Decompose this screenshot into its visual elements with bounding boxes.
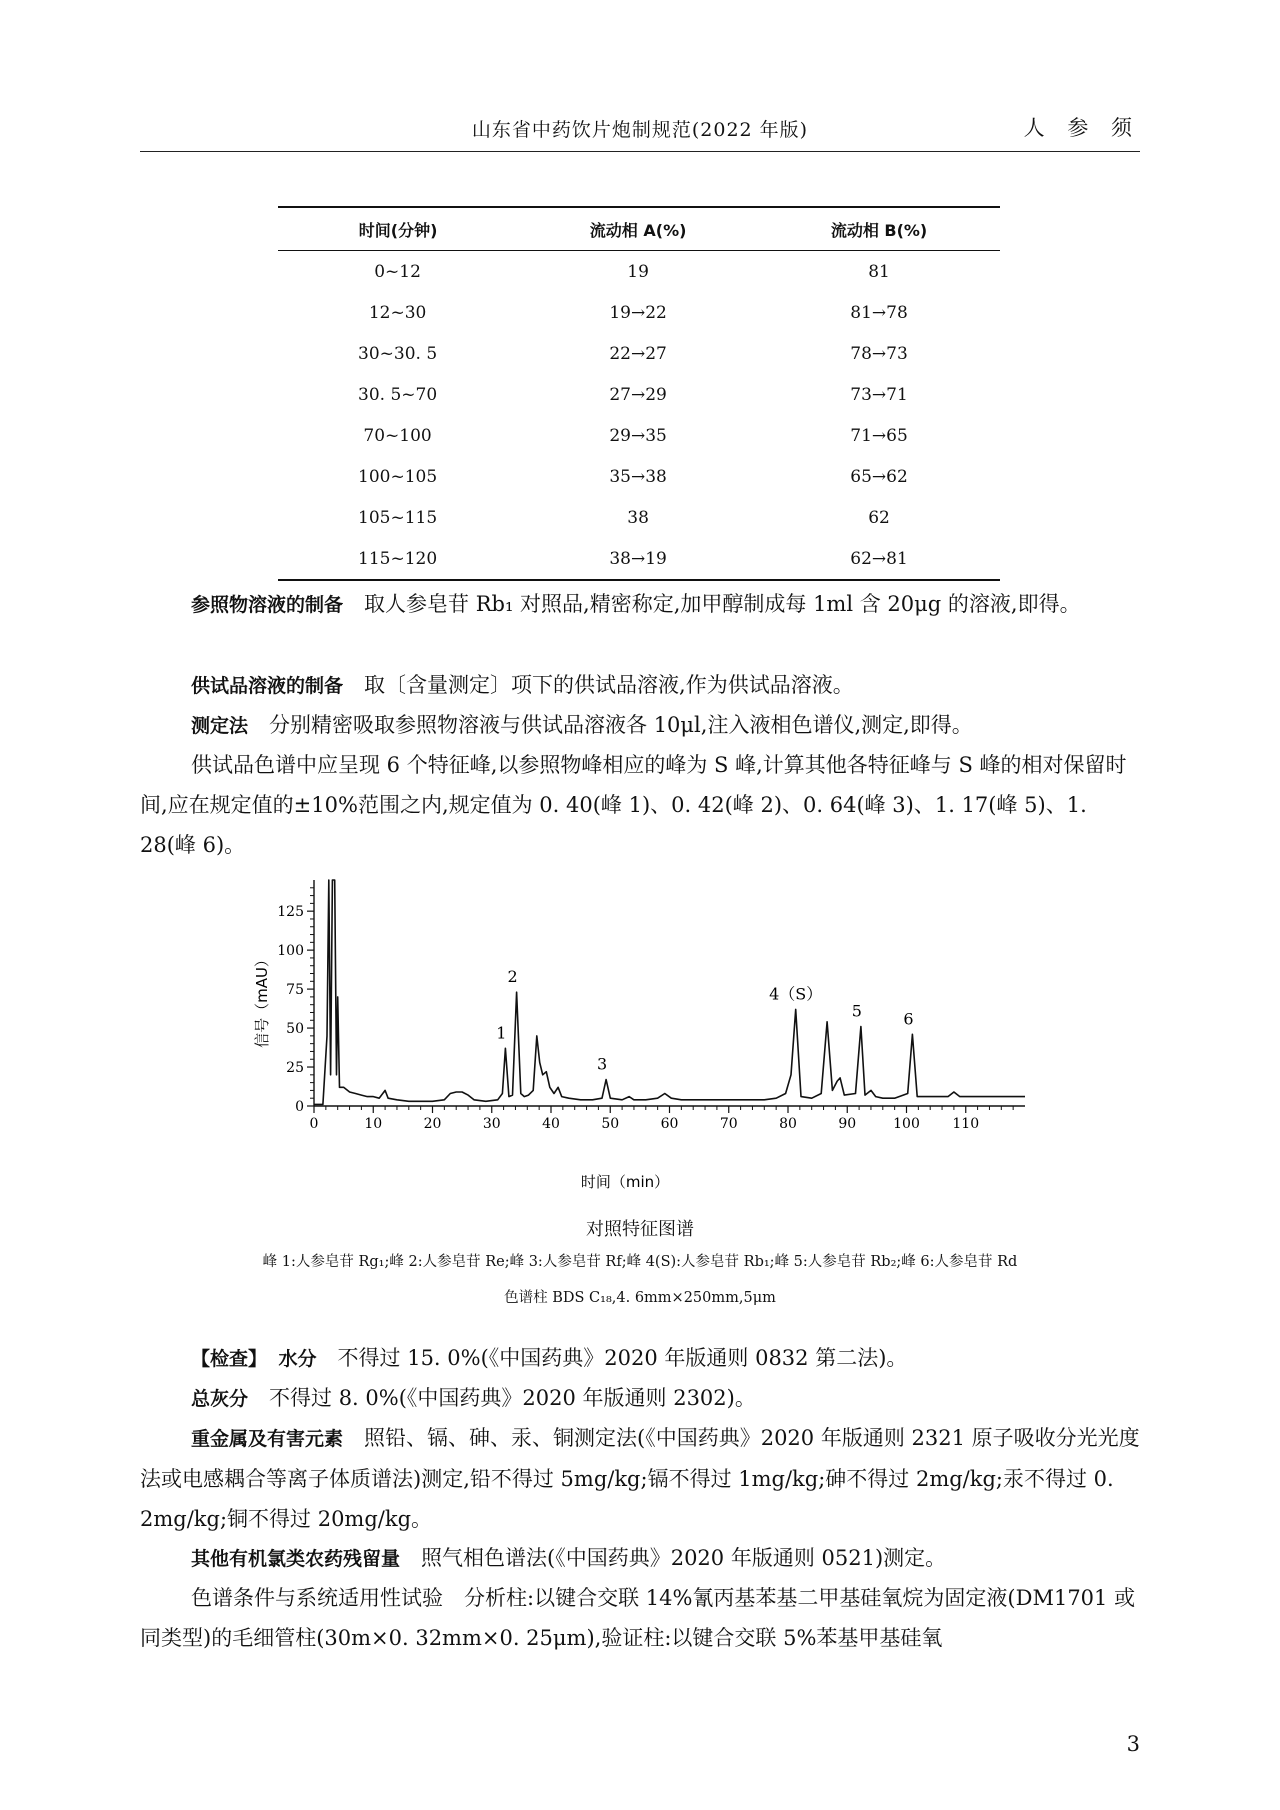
pesticide-label: 其他有机氯类农药残留量 xyxy=(191,1548,401,1570)
peak-label: 5 xyxy=(851,1001,862,1021)
cell-phase-a: 35→38 xyxy=(609,466,667,487)
method-text: 分别精密吸取参照物溶液与供试品溶液各 10μl,注入液相色谱仪,测定,即得。 xyxy=(269,713,973,737)
x-tick-label: 30 xyxy=(482,1116,501,1132)
cell-time: 30~30. 5 xyxy=(358,343,438,364)
x-tick-label: 70 xyxy=(719,1116,738,1132)
pesticide-text: 照气相色谱法(《中国药典》2020 年版通则 0521)测定。 xyxy=(421,1546,947,1570)
cell-time: 30. 5~70 xyxy=(358,384,438,405)
x-axis-label: 时间（min） xyxy=(580,1173,670,1190)
cell-time: 70~100 xyxy=(363,425,432,446)
cell-phase-b: 65→62 xyxy=(850,466,908,487)
ref-solution-label: 参照物溶液的制备 xyxy=(191,594,344,616)
page-number: 3 xyxy=(1126,1732,1140,1756)
y-tick-label: 50 xyxy=(286,1021,304,1038)
running-header-section: 人 参 须 xyxy=(1023,116,1140,140)
metals-label: 重金属及有害元素 xyxy=(191,1428,344,1450)
x-tick-label: 100 xyxy=(893,1116,920,1132)
x-tick-label: 0 xyxy=(309,1116,319,1132)
metals-text: 照铅、镉、砷、汞、铜测定法(《中国药典》2020 年版通则 2321 原子吸收分光光度法或电感耦合等离子体质谱法)测定,铅不得过 5mg/kg;镉不得过 1mg/kg;砷不得过 2mg/kg;汞不得过 0. 2mg/kg;铜不得过 20mg/kg。 xyxy=(140,1426,1140,1531)
table-row xyxy=(278,497,1000,538)
cell-phase-a: 29→35 xyxy=(609,425,667,446)
test-solution-paragraph xyxy=(140,665,1140,706)
test-solution-label: 供试品溶液的制备 xyxy=(191,675,344,697)
gradient-table xyxy=(278,206,1000,581)
peak-labels xyxy=(496,967,913,1073)
chart-caption-peaks: 峰 1:人参皂苷 Rg₁;峰 2:人参皂苷 Re;峰 3:人参皂苷 Rf;峰 4(S):人参皂苷 Rb₁;峰 5:人参皂苷 Rb₂;峰 6:人参皂苷 Rd xyxy=(262,1254,1018,1270)
cell-phase-b: 81→78 xyxy=(850,302,908,323)
peak-label: 1 xyxy=(496,1023,507,1043)
cell-time: 100~105 xyxy=(358,466,438,487)
metals-paragraph xyxy=(140,1418,1140,1539)
ash-text: 不得过 8. 0%(《中国药典》2020 年版通则 2302)。 xyxy=(269,1386,756,1410)
method-paragraph xyxy=(140,705,1140,746)
chart-caption-column: 色谱柱 BDS C₁₈,4. 6mm×250mm,5μm xyxy=(504,1290,776,1306)
x-tick-label: 60 xyxy=(660,1116,679,1132)
x-tick-label: 90 xyxy=(838,1116,857,1132)
y-tick-label: 100 xyxy=(277,943,304,960)
reference-chromatogram xyxy=(230,870,1050,1190)
table-row xyxy=(278,374,1000,415)
cell-phase-b: 73→71 xyxy=(850,384,908,405)
x-tick-label: 20 xyxy=(423,1116,442,1132)
table-row xyxy=(278,333,1000,374)
y-tick-label: 25 xyxy=(286,1060,304,1077)
table-row xyxy=(278,251,1000,293)
x-tick-label: 110 xyxy=(952,1116,980,1132)
water-label: 水分 xyxy=(278,1348,317,1370)
inspection-label: 【检查】 xyxy=(191,1348,258,1370)
table-row xyxy=(278,538,1000,580)
header-rule xyxy=(140,151,1140,152)
peak-label: 3 xyxy=(597,1054,608,1074)
chart-axes xyxy=(314,880,1025,1106)
header-phase-b: 流动相 B(%) xyxy=(758,207,1000,251)
cell-phase-a: 22→27 xyxy=(609,343,667,364)
running-header-title: 山东省中药饮片炮制规范(2022 年版) xyxy=(471,119,809,141)
x-tick-label: 40 xyxy=(542,1116,560,1132)
cell-phase-b: 62→81 xyxy=(758,538,1000,580)
y-tick-label: 0 xyxy=(295,1099,304,1115)
table-row xyxy=(278,456,1000,497)
x-tick-label: 80 xyxy=(779,1116,797,1132)
pesticide-paragraph xyxy=(140,1538,1140,1579)
cell-phase-a: 38→19 xyxy=(518,538,758,580)
conditions-paragraph: 色谱条件与系统适用性试验 分析柱:以键合交联 14%氰丙基苯基二甲基硅氧烷为固定液(DM1701 或同类型)的毛细管柱(30m×0. 32mm×0. 25μm),验证柱:以键合交联 5%苯基甲基硅氧 xyxy=(140,1586,1136,1650)
gradient-table-header-row xyxy=(278,207,1000,251)
inspection-water-paragraph xyxy=(140,1338,1140,1379)
cell-time: 0~12 xyxy=(374,261,421,282)
peak-label: 4（S） xyxy=(769,984,823,1004)
cell-time: 105~115 xyxy=(358,507,438,528)
x-tick-label: 50 xyxy=(601,1116,620,1132)
cell-phase-b: 71→65 xyxy=(850,425,908,446)
method-label: 测定法 xyxy=(191,715,249,737)
header-phase-a: 流动相 A(%) xyxy=(518,207,758,251)
cell-phase-a: 27→29 xyxy=(609,384,667,405)
chromatogram-trace xyxy=(314,880,1025,1104)
cell-phase-a: 38 xyxy=(627,507,649,528)
ash-paragraph xyxy=(140,1378,1140,1419)
test-solution-text: 取〔含量测定〕项下的供试品溶液,作为供试品溶液。 xyxy=(364,673,854,697)
ash-label: 总灰分 xyxy=(191,1388,249,1410)
x-tick-label: 10 xyxy=(364,1116,383,1132)
requirement-paragraph: 供试品色谱中应呈现 6 个特征峰,以参照物峰相应的峰为 S 峰,计算其他各特征峰与 S 峰的相对保留时间,应在规定值的±10%范围之内,规定值为 0. 40(峰 1)、0. 42(峰 2)、0. 64(峰 3)、1. 17(峰 5)、1. 28(峰 6)。 xyxy=(140,753,1127,857)
cell-time: 115~120 xyxy=(278,538,518,580)
water-text: 不得过 15. 0%(《中国药典》2020 年版通则 0832 第二法)。 xyxy=(337,1346,908,1370)
cell-phase-b: 81 xyxy=(868,261,890,282)
table-row xyxy=(278,415,1000,456)
cell-phase-b: 78→73 xyxy=(850,343,908,364)
cell-time: 12~30 xyxy=(368,302,427,323)
ref-solution-text: 取人参皂苷 Rb₁ 对照品,精密称定,加甲醇制成每 1ml 含 20μg 的溶液,即得。 xyxy=(364,592,1081,616)
cell-phase-a: 19→22 xyxy=(609,302,667,323)
chart-caption-title: 对照特征图谱 xyxy=(586,1219,694,1240)
y-tick-label: 125 xyxy=(277,904,304,921)
peak-label: 6 xyxy=(903,1009,914,1029)
peak-label: 2 xyxy=(507,967,518,987)
y-tick-label: 75 xyxy=(286,982,304,999)
cell-phase-b: 62 xyxy=(868,507,890,528)
ref-solution-paragraph xyxy=(140,584,1140,625)
cell-phase-a: 19 xyxy=(627,261,649,282)
table-row xyxy=(278,292,1000,333)
header-time: 时间(分钟) xyxy=(278,207,518,251)
y-axis-label: 信号（mAU） xyxy=(253,952,271,1048)
